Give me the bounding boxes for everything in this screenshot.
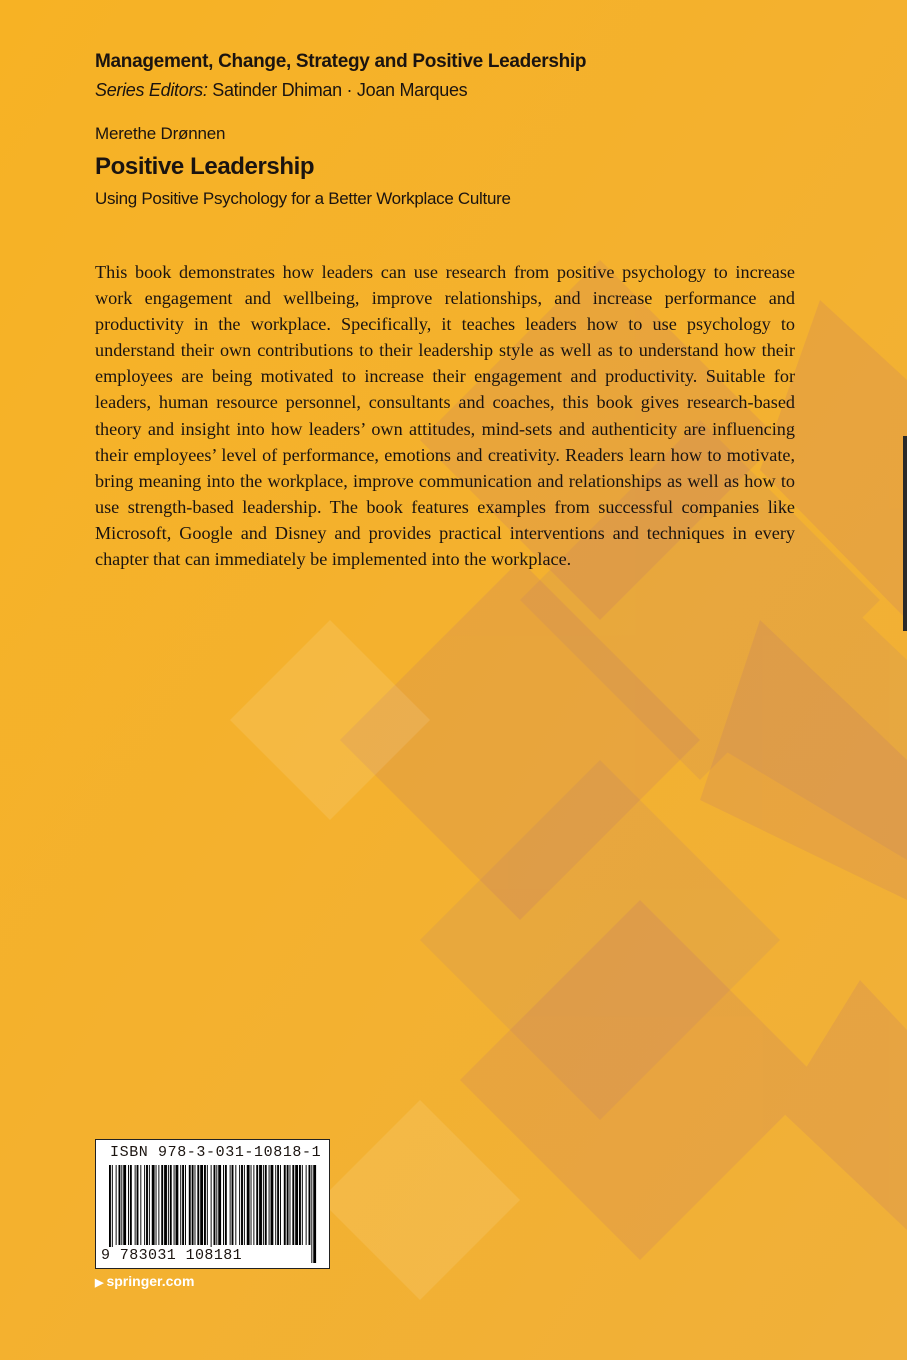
barcode-bar [230,1165,231,1245]
barcode-bar [192,1165,194,1245]
barcode-bar [119,1165,121,1245]
barcode-bar [146,1165,148,1245]
barcode-bar [158,1165,159,1245]
barcode-bar [295,1165,298,1245]
barcode-bar [135,1165,136,1245]
barcode-bar [121,1165,122,1245]
barcode-bar [241,1165,243,1245]
barcode-bar [164,1165,167,1245]
barcode-bar [195,1165,196,1245]
barcode-bar [263,1165,264,1245]
publisher-url: springer.com [106,1273,195,1289]
barcode-bar [269,1165,270,1245]
barcode-bar [176,1165,179,1245]
book-description: This book demonstrates how leaders can use research from positive psychology to increase work engagement and wellbeing, improve relationships, and increase performance and productivity in the workplace. Specifically, it teaches leaders how to use psychology to understand their own contributions to their leadership style as well as to understand how their employees are being motivated to increase their engagement and productivity. Suitable for leaders, human resource personnel, consultants and coaches, this book gives research-based theory and insight into how leaders’ own attitudes, mind-sets and authenticity are influencing their employees’ level of performance, emotions and creativity. Readers learn how to motivate, bring meaning into the workplace, improve communication and relationships as well as how to use strength-based leadership. The book features examples from successful companies like Microsoft, Google and Disney and provides practical interventions and techniques in every chapter that can immediately be implemented into the workplace. [95,262,795,570]
barcode-bar [256,1165,258,1245]
barcode-bar [313,1165,316,1263]
barcode-bar [265,1165,267,1245]
barcode-bar [180,1165,181,1245]
book-author: Merethe Drønnen [95,124,226,143]
barcode-bar [216,1165,217,1245]
barcode-bar [287,1165,289,1245]
barcode-bar [239,1165,240,1245]
publisher-link[interactable] [95,1273,194,1289]
isbn-digits: 9 783031 108181 [101,1247,243,1264]
series-title: Management, Change, Strategy and Positive Leadership [95,51,587,72]
barcode-bar [259,1165,262,1245]
barcode-bar [277,1165,279,1245]
barcode-bar [299,1165,301,1245]
barcode-bar [292,1165,294,1245]
barcode-bar [156,1165,157,1245]
barcode-bar [214,1165,216,1245]
isbn-label: ISBN 978-3-031-10818-1 [110,1144,322,1161]
barcode-bar [244,1165,245,1245]
barcode-bar [207,1165,208,1245]
barcode-bar [152,1165,155,1245]
barcode-bar [232,1165,234,1245]
barcode-bar [123,1165,126,1245]
barcode-bar [144,1165,145,1245]
barcode-bar [185,1165,186,1245]
barcode-bar [140,1165,141,1245]
barcode-bar [204,1165,206,1245]
series-editors-label: Series Editors: [95,80,208,100]
barcode-bar [275,1165,276,1245]
barcode-bar [189,1165,191,1245]
barcode-bar [271,1165,274,1245]
barcode-bar [197,1165,199,1245]
barcode-bar [149,1165,150,1245]
barcode-bar [223,1165,224,1245]
book-subtitle: Using Positive Psychology for a Better Workplace Culture [95,189,511,208]
barcode-bar [200,1165,203,1245]
barcode-bar [174,1165,175,1245]
book-title: Positive Leadership [95,153,315,180]
barcode-bar [161,1165,163,1245]
barcode-bar [235,1165,236,1245]
barcode-bar [168,1165,169,1245]
barcode-bar [302,1165,303,1245]
barcode-bar [116,1165,117,1245]
arrow-right-icon: ▶ [95,1277,104,1289]
barcode-bar [309,1165,311,1245]
barcode-bar [130,1165,132,1245]
barcode-bar [247,1165,250,1245]
barcode-bar [280,1165,281,1245]
barcode-bar [182,1165,184,1245]
barcode-bar [284,1165,286,1245]
barcode-bar [253,1165,254,1245]
barcode-bar [306,1165,307,1245]
barcode-bar [251,1165,252,1245]
barcode-bar [128,1165,129,1245]
barcode-bar [225,1165,227,1245]
barcode-bar [137,1165,139,1245]
barcode-bar [311,1165,312,1263]
page-edge [903,436,907,631]
series-editors-names: Satinder Dhiman · Joan Marques [212,80,468,100]
barcode-bar [170,1165,172,1245]
barcode-bar [290,1165,291,1245]
barcode-bar [218,1165,221,1245]
series-editors [95,80,467,101]
